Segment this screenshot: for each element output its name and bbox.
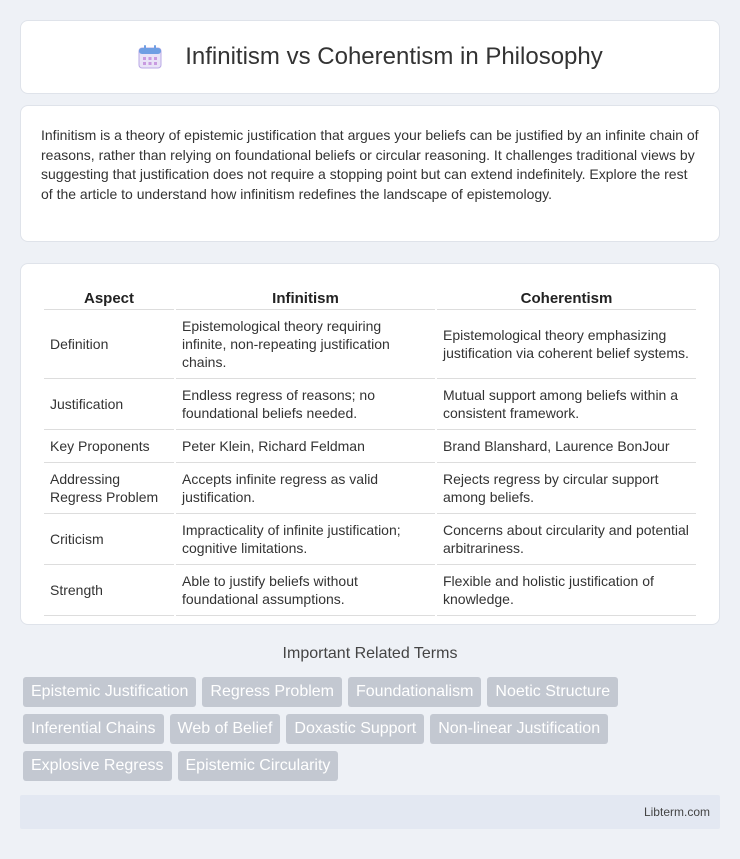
infinitism-cell: Epistemological theory requiring infinite, non-repeating justification chains.: [176, 310, 435, 379]
infinitism-cell: Endless regress of reasons; no foundational beliefs needed.: [176, 379, 435, 430]
aspect-cell: Key Proponents: [44, 430, 174, 463]
infinitism-cell: Impracticality of infinite justification; cognitive limitations.: [176, 514, 435, 565]
coherentism-cell: Mutual support among beliefs within a consistent framework.: [437, 379, 696, 430]
related-term-tag[interactable]: Doxastic Support: [286, 714, 424, 744]
coherentism-cell: Concerns about circularity and potential arbitrariness.: [437, 514, 696, 565]
related-term-tag[interactable]: Epistemic Justification: [23, 677, 196, 707]
related-terms-list: [23, 677, 663, 788]
table-row: [44, 514, 696, 565]
related-term-tag[interactable]: Epistemic Circularity: [178, 751, 339, 781]
coherentism-cell: Epistemological theory emphasizing justification via coherent belief systems.: [437, 310, 696, 379]
coherentism-cell: Rejects regress by circular support among beliefs.: [437, 463, 696, 514]
calendar-icon: [137, 44, 163, 70]
related-term-tag[interactable]: Regress Problem: [202, 677, 342, 707]
coherentism-cell: Flexible and holistic justification of knowledge.: [437, 565, 696, 616]
coherentism-cell: Brand Blanshard, Laurence BonJour: [437, 430, 696, 463]
related-term-tag[interactable]: Explosive Regress: [23, 751, 172, 781]
related-term-tag[interactable]: Non-linear Justification: [430, 714, 608, 744]
header-coherentism: Coherentism: [437, 286, 696, 310]
footer-link[interactable]: Libterm.com: [643, 805, 710, 819]
intro-card: [20, 105, 720, 242]
footer: [20, 795, 720, 829]
aspect-cell: Definition: [44, 310, 174, 379]
infinitism-cell: Able to justify beliefs without foundational assumptions.: [176, 565, 435, 616]
comparison-table: [42, 286, 698, 616]
aspect-cell: Justification: [44, 379, 174, 430]
related-terms-heading: Important Related Terms: [282, 645, 458, 662]
table-row: [44, 379, 696, 430]
header-aspect: Aspect: [44, 286, 174, 310]
aspect-cell: Addressing Regress Problem: [44, 463, 174, 514]
intro-text: Infinitism is a theory of epistemic justification that argues your beliefs can be justified by an infinite chain of reasons, rather than relying on foundational beliefs or circular reasoning. It challenges traditional views by suggesting that justification does not require a stopping point but can extend indefinitely. Explore the rest of the article to understand how infinitism redefines the landscape of epistemology.: [41, 127, 699, 202]
related-term-tag[interactable]: Noetic Structure: [487, 677, 618, 707]
title-card: [20, 20, 720, 94]
infinitism-cell: Peter Klein, Richard Feldman: [176, 430, 435, 463]
related-term-tag[interactable]: Web of Belief: [170, 714, 281, 744]
header-infinitism: Infinitism: [176, 286, 435, 310]
table-header-row: [44, 286, 696, 310]
infinitism-cell: Accepts infinite regress as valid justification.: [176, 463, 435, 514]
aspect-cell: Criticism: [44, 514, 174, 565]
table-row: [44, 310, 696, 379]
related-term-tag[interactable]: Foundationalism: [348, 677, 481, 707]
table-row: [44, 565, 696, 616]
aspect-cell: Strength: [44, 565, 174, 616]
comparison-table-card: [20, 263, 720, 625]
table-row: [44, 430, 696, 463]
page-title: Infinitism vs Coherentism in Philosophy: [185, 43, 603, 70]
table-row: [44, 463, 696, 514]
related-term-tag[interactable]: Inferential Chains: [23, 714, 164, 744]
